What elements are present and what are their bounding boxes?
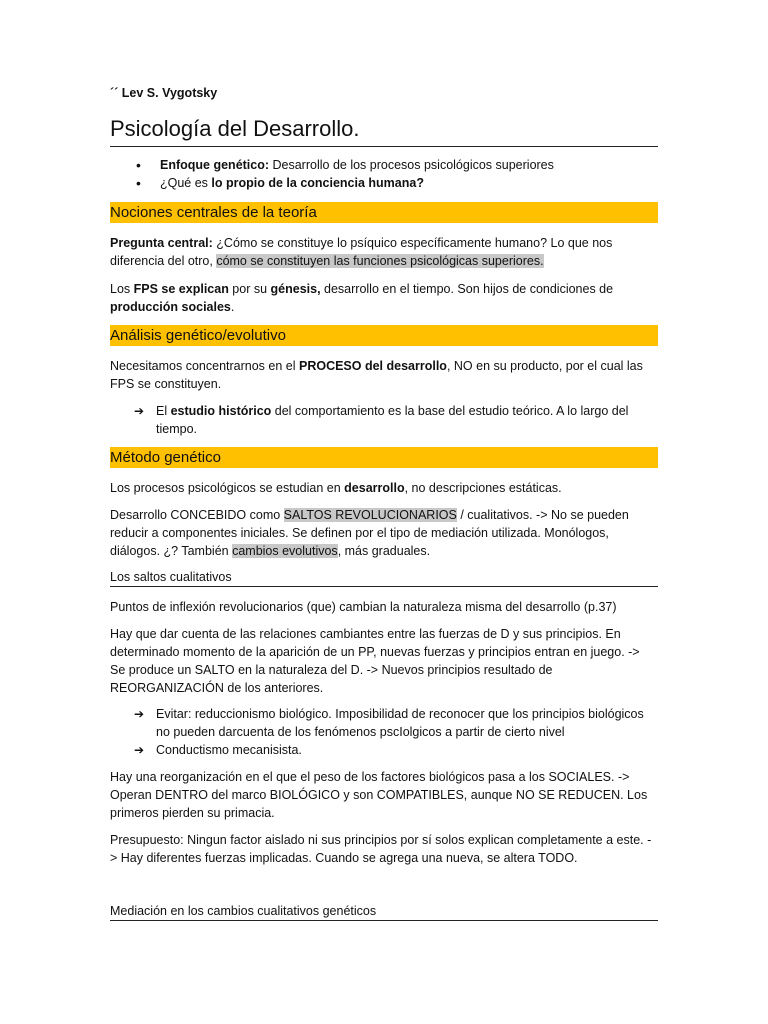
bullet-item: • Enfoque genético: Desarrollo de los procesos psicológicos superiores xyxy=(110,156,658,174)
paragraph-proceso: Necesitamos concentrarnos en el PROCESO del desarrollo, NO en su producto, por el cual las FPS se constituyen. xyxy=(110,359,643,391)
paragraph-saltos: Desarrollo CONCEBIDO como SALTOS REVOLUCIONARIOS / cualitativos. -> No se pueden reducir a componentes iniciales. Se definen por el tipo de mediación utilizada. Monólogos, diálogos. ¿? También cambios evolutivos, más graduales. xyxy=(110,508,629,558)
section-heading-nociones: Nociones centrales de la teoría xyxy=(110,202,658,223)
paragraph-relaciones: Hay que dar cuenta de las relaciones cambiantes entre las fuerzas de D y sus principios. En determinado momento de la aparición de un PP, nuevas fuerzas y principios entran en juego. -> Se produce un SALTO en la naturaleza del D. -> Nuevos principios resultado de REORGANIZACIÓN de los anteriores. xyxy=(110,627,640,695)
arrow-list-item: ➔ Evitar: reduccionismo biológico. Imposibilidad de reconocer que los principios biológicos no pueden darcuenta de los fenómenos pscIolgicos a partir de cierto nivel xyxy=(134,707,644,739)
subsection-heading-saltos: Los saltos cualitativos xyxy=(110,569,658,587)
highlighted-text: cambios evolutivos xyxy=(232,544,338,558)
highlighted-text: SALTOS REVOLUCIONARIOS xyxy=(283,508,457,522)
arrow-right-icon: ➔ xyxy=(134,404,145,418)
paragraph-fps: Los FPS se explican por su génesis, desarrollo en el tiempo. Son hijos de condiciones de producción sociales. xyxy=(110,282,614,314)
arrow-list-item: ➔ Conductismo mecanisista. xyxy=(134,743,302,757)
intro-bullet-list xyxy=(110,156,658,192)
arrow-list-item: ➔ El estudio histórico del comportamiento es la base del estudio teórico. A lo largo del tiempo. xyxy=(134,404,629,436)
paragraph-procesos: Los procesos psicológicos se estudian en desarrollo, no descripciones estáticas. xyxy=(110,481,562,495)
arrow-right-icon: ➔ xyxy=(134,743,145,757)
section-heading-analisis: Análisis genético/evolutivo xyxy=(110,325,658,346)
subsection-heading-mediacion: Mediación en los cambios cualitativos genéticos xyxy=(110,903,658,921)
arrow-right-icon: ➔ xyxy=(134,707,145,721)
paragraph-pregunta-central: Pregunta central: ¿Cómo se constituye lo psíquico específicamente humano? Lo que nos diferencia del otro, cómo se constituyen las funciones psicológicas superiores. xyxy=(110,236,613,268)
author-line: ´´ Lev S. Vygotsky xyxy=(110,86,218,100)
paragraph-reorganizacion: Hay una reorganización en el que el peso de los factores biológicos pasa a los SOCIALES. -> Operan DENTRO del marco BIOLÓGICO y son COMPATIBLES, aunque NO SE REDUCEN. Los primeros pierden su primacia. xyxy=(110,770,648,820)
paragraph-inflexion: Puntos de inflexión revolucionarios (que) cambian la naturaleza misma del desarrollo (p.37) xyxy=(110,600,617,614)
document-title: Psicología del Desarrollo. xyxy=(110,114,658,147)
bullet-item: • ¿Qué es lo propio de la conciencia humana? xyxy=(110,174,658,192)
paragraph-presupuesto: Presupuesto: Ningun factor aislado ni sus principios por sí solos explican completamente a este. -> Hay diferentes fuerzas implicadas. Cuando se agrega una nueva, se altera TODO. xyxy=(110,833,652,865)
section-heading-metodo: Método genético xyxy=(110,447,658,468)
highlighted-text: cómo se constituyen las funciones psicológicas superiores. xyxy=(216,254,544,268)
